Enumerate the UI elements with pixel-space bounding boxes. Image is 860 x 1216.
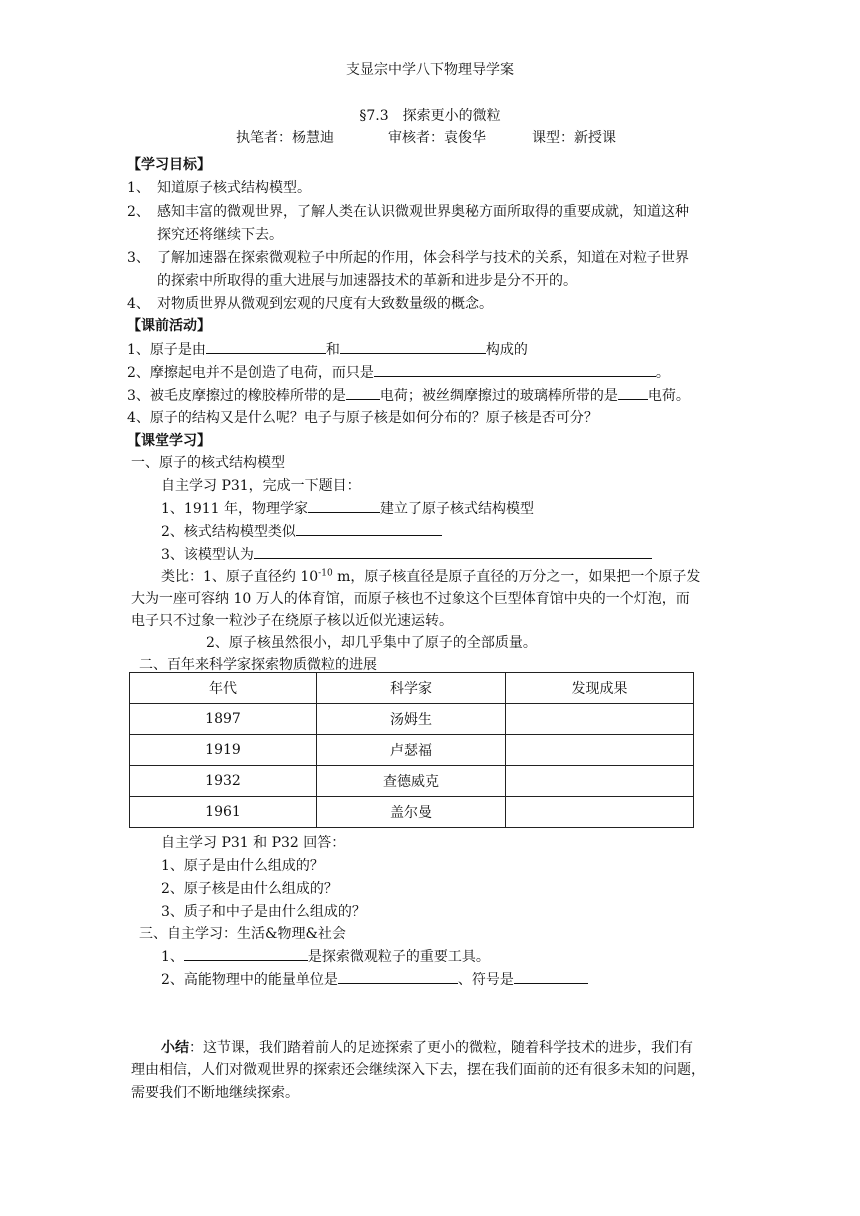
part3-title: 三、自主学习：生活&物理&社会 <box>139 926 346 942</box>
year-cell: 1919 <box>130 735 317 766</box>
pre-q3-text-a: 3、被毛皮摩擦过的橡胶棒所带的是 <box>127 388 346 404</box>
part2-title: 二、百年来科学家探索物质微粒的进展 <box>139 657 377 673</box>
pre-q1-text-c: 构成的 <box>485 342 528 358</box>
discovery-cell[interactable] <box>506 735 694 766</box>
pre-q3-text-b: 电荷；被丝绸摩擦过的玻璃棒所带的是 <box>379 388 618 404</box>
part1-title: 一、原子的核式结构模型 <box>131 455 285 471</box>
classroom-heading: 【课堂学习】 <box>127 433 211 449</box>
pre-q3-blank-2[interactable] <box>618 385 648 400</box>
part1-q3-text: 3、该模型认为 <box>161 547 254 563</box>
analogy-line-2: 大为一座可容纳 10 万人的体育馆，而原子核也不过象这个巨型体育馆中央的一个灯泡，而 <box>131 591 690 607</box>
pre-q2-blank[interactable] <box>374 362 656 377</box>
pre-q1-blank-1[interactable] <box>206 339 326 354</box>
pre-q1-text-a: 1、原子是由 <box>127 342 206 358</box>
pre-question-1 <box>127 339 528 360</box>
summary-text-1: ：这节课，我们踏着前人的足迹探索了更小的微粒，随着科学技术的进步，我们有 <box>189 1040 693 1056</box>
part1-question-2 <box>161 521 442 542</box>
analogy-line-1 <box>161 567 700 587</box>
section-title: §7.3 探索更小的微粒 <box>359 108 501 124</box>
pre-q2-text-a: 2、摩擦起电并不是创造了电荷，而只是 <box>127 365 374 381</box>
part2-question-2: 2、原子核是由什么组成的？ <box>161 881 338 897</box>
table-header-cell: 科学家 <box>317 673 506 704</box>
analogy-text-a: 类比：1、原子直径约 10 <box>161 569 319 585</box>
pre-activity-heading: 【课前活动】 <box>127 318 211 334</box>
author-label: 执笔者：杨慧迪 <box>236 130 334 146</box>
summary-line-3: 需要我们不断地继续探索。 <box>131 1085 299 1101</box>
summary-line-2: 理由相信，人们对微观世界的探索还会继续深入下去，摆在我们面前的还有很多未知的问题， <box>131 1062 705 1078</box>
part2-intro: 自主学习 P31 和 P32 回答： <box>161 835 346 851</box>
table-header-cell: 发现成果 <box>506 673 694 704</box>
discovery-cell[interactable] <box>506 797 694 828</box>
part3-q1-text-a: 1、 <box>161 949 184 965</box>
table-header-row <box>130 673 694 704</box>
part3-q1-blank[interactable] <box>184 946 308 961</box>
pre-q3-text-c: 电荷。 <box>647 388 690 404</box>
analogy-text-b: m，原子核直径是原子直径的万分之一，如果把一个原子发 <box>332 569 701 585</box>
pre-q2-text-b: 。 <box>655 365 670 381</box>
goal-3-text-line1: 了解加速器在探索微观粒子中所起的作用，体会科学与技术的关系，知道在对粒子世界 <box>157 250 689 266</box>
scientist-cell: 卢瑟福 <box>317 735 506 766</box>
pre-q1-blank-2[interactable] <box>340 339 486 354</box>
part2-question-3: 3、质子和中子是由什么组成的？ <box>161 904 366 920</box>
analogy-line-3: 电子只不过象一粒沙子在绕原子核以近似光速运转。 <box>131 613 453 629</box>
goal-1-num: 1、 <box>127 180 150 196</box>
part3-question-2 <box>161 969 588 990</box>
scientist-cell: 查德威克 <box>317 766 506 797</box>
part1-q1-text-b: 建立了原子核式结构模型 <box>380 501 534 517</box>
pre-question-2 <box>127 362 670 383</box>
part3-q2-text-b: 、符号是 <box>457 972 514 988</box>
goal-2-num: 2、 <box>127 204 150 220</box>
part1-q3-blank[interactable] <box>254 544 652 559</box>
scientist-cell: 汤姆生 <box>317 704 506 735</box>
discovery-cell[interactable] <box>506 704 694 735</box>
table-row <box>130 766 694 797</box>
pre-question-3 <box>127 385 690 406</box>
table-row <box>130 797 694 828</box>
part1-q2-blank[interactable] <box>296 521 442 536</box>
goal-4-num: 4、 <box>127 296 150 312</box>
goal-3-num: 3、 <box>127 250 150 266</box>
year-cell: 1961 <box>130 797 317 828</box>
progress-table <box>129 672 694 828</box>
table-row <box>130 704 694 735</box>
pre-question-4: 4、原子的结构又是什么呢？电子与原子核是如何分布的？原子核是否可分？ <box>127 410 598 426</box>
year-cell: 1897 <box>130 704 317 735</box>
table-header-cell: 年代 <box>130 673 317 704</box>
school-title: 支显宗中学八下物理导学案 <box>346 62 514 78</box>
part3-q2-blank-1[interactable] <box>338 969 458 984</box>
part3-q1-text-b: 是探索微观粒子的重要工具。 <box>307 949 490 965</box>
goal-1-text: 知道原子核式结构模型。 <box>157 180 311 196</box>
analogy-exponent: -10 <box>318 568 333 579</box>
part1-q1-text-a: 1、1911 年，物理学家 <box>161 501 308 517</box>
year-cell: 1932 <box>130 766 317 797</box>
goal-2-text-line1: 感知丰富的微观世界，了解人类在认识微观世界奥秘方面所取得的重要成就，知道这种 <box>157 204 689 220</box>
part1-q2-text: 2、核式结构模型类似 <box>161 524 296 540</box>
discovery-cell[interactable] <box>506 766 694 797</box>
goals-heading: 【学习目标】 <box>127 157 211 173</box>
pre-q3-blank-1[interactable] <box>346 385 380 400</box>
analogy-line-4: 2、原子核虽然很小，却几乎集中了原子的全部质量。 <box>206 635 537 651</box>
part1-intro: 自主学习 P31，完成一下题目： <box>161 478 361 494</box>
part1-question-3 <box>161 544 652 565</box>
pre-q1-text-b: 和 <box>325 342 340 358</box>
goal-4-text: 对物质世界从微观到宏观的尺度有大致数量级的概念。 <box>157 296 493 312</box>
goal-3-text-line2: 的探索中所取得的重大进展与加速器技术的革新和进步是分不开的。 <box>157 273 577 289</box>
part3-q2-text-a: 2、高能物理中的能量单位是 <box>161 972 338 988</box>
table-row <box>130 735 694 766</box>
part2-question-1: 1、原子是由什么组成的？ <box>161 858 324 874</box>
part1-question-1 <box>161 498 534 519</box>
goal-2-text-line2: 探究还将继续下去。 <box>157 227 283 243</box>
summary-line-1 <box>161 1038 693 1058</box>
part3-q2-blank-2[interactable] <box>514 969 588 984</box>
scientist-cell: 盖尔曼 <box>317 797 506 828</box>
summary-label: 小结 <box>161 1040 189 1056</box>
lesson-type-label: 课型：新授课 <box>532 130 616 146</box>
reviewer-label: 审核者：袁俊华 <box>388 130 486 146</box>
part3-question-1 <box>161 946 490 967</box>
part1-q1-blank[interactable] <box>308 498 380 513</box>
